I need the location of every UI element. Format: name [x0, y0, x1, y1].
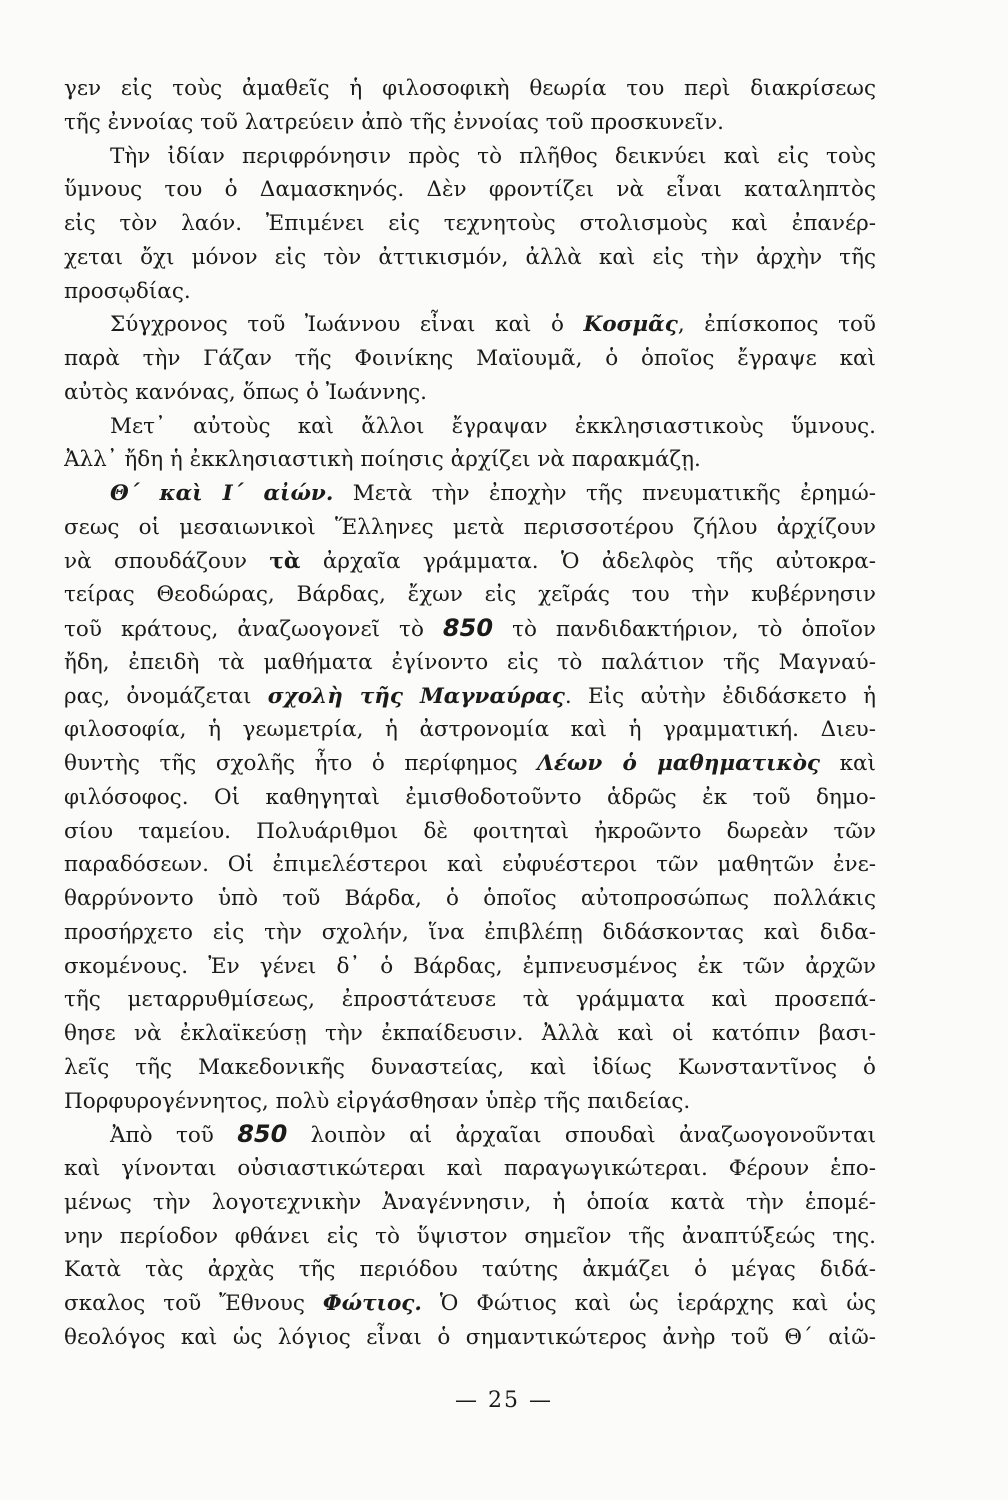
text-line: εἰς τὸν λαόν. Ἐπιμένει εἰς τεχνητοὺς στολισμοὺς καὶ ἐπανέρ-: [64, 211, 876, 236]
text-line: φιλοσοφία, ἡ γεωμετρία, ἡ ἀστρονομία καὶ ἡ γραμματική. Διευ-: [64, 717, 876, 743]
text-line: καὶ γίνονται οὐσιαστικώτεραι καὶ παραγωγικώτεραι. Φέρουν ἑπο-: [64, 1156, 876, 1181]
text-run: . Εἰς αὐτὴν ἐδιδάσκετο ἡ: [564, 683, 876, 709]
text-run: καὶ: [820, 751, 876, 776]
year-number: 850: [237, 1120, 288, 1149]
text-line: Πορφυρογέννητος, πολὺ εἰργάσθησαν ὑπὲρ τῆς παιδείας.: [64, 1088, 691, 1114]
year-number: 850: [442, 614, 494, 642]
text-line: [64, 747, 876, 781]
text-run: , ἐπίσκοπος τοῦ: [677, 312, 876, 338]
text-line: [64, 612, 876, 646]
text-run: λοιπὸν αἱ ἀρχαῖαι σπουδαὶ ἀναζωογονοῦνται: [287, 1123, 876, 1149]
text-run: Ἀπὸ τοῦ: [110, 1123, 238, 1149]
text-line: παραδόσεων. Οἱ ἐπιμελέστεροι καὶ εὐφυέστεροι τῶν μαθητῶν ἐνε-: [64, 852, 876, 878]
page-number: — 25 —: [455, 1388, 553, 1413]
text-line: σίου ταμείου. Πολυάριθμοι δὲ φοιτηταὶ ἠκροῶντο δωρεὰν τῶν: [64, 818, 876, 844]
text-line: [64, 477, 876, 511]
text-run: θυντὴς τῆς σχολῆς ἦτο ὁ περίφημος: [64, 751, 538, 776]
text-line: γεν εἰς τοὺς ἀμαθεῖς ἡ φιλοσοφικὴ θεωρία του περὶ διακρίσεως: [64, 76, 876, 101]
emphasized-term: Θ΄ καὶ Ι΄ αἰών.: [110, 481, 334, 506]
text-line: [64, 1118, 876, 1152]
text-line: [64, 308, 876, 342]
text-line: [64, 545, 876, 579]
text-line: [64, 680, 876, 714]
text-line: παρὰ τὴν Γάζαν τῆς Φοινίκης Μαϊουμᾶ, ὁ ὁποῖος ἔγραψε καὶ: [64, 346, 876, 371]
text-run: Ὁ Φώτιος καὶ ὡς ἱεράρχης καὶ ὡς: [421, 1291, 876, 1316]
text-run: νὰ σπουδάζουν: [64, 548, 270, 574]
text-line: Μετ᾽ αὐτοὺς καὶ ἄλλοι ἔγραψαν ἐκκλησιαστικοὺς ὕμνους.: [110, 413, 876, 439]
text-line: τῆς μεταρρυθμίσεως, ἐπροστάτευσε τὰ γράμματα καὶ προσεπά-: [64, 987, 876, 1013]
emphasized-word: τὰ: [269, 548, 301, 574]
text-line: Κατὰ τὰς ἀρχὰς τῆς περιόδου ταύτης ἀκμάζει ὁ μέγας διδά-: [64, 1257, 876, 1283]
body-text: [64, 72, 876, 1355]
text-run: σκαλος τοῦ Ἔθνους: [64, 1291, 323, 1316]
text-run: τὸ πανδιδακτήριον, τὸ ὁποῖον: [493, 617, 876, 642]
text-line: μένως τὴν λογοτεχνικὴν Ἀναγέννησιν, ἡ ὁποία κατὰ τὴν ἑπομέ-: [64, 1189, 876, 1215]
text-line: Ἀλλ᾽ ἤδη ἡ ἐκκλησιαστικὴ ποίησις ἀρχίζει νὰ παρακμάζῃ.: [64, 447, 701, 473]
text-line: χεται ὄχι μόνον εἰς τὸν ἀττικισμόν, ἀλλὰ καὶ εἰς τὴν ἀρχὴν τῆς: [64, 244, 876, 270]
text-line: λεῖς τῆς Μακεδονικῆς δυναστείας, καὶ ἰδίως Κωνσταντῖνος ὁ: [64, 1054, 876, 1080]
text-line: θησε νὰ ἐκλαϊκεύσῃ τὴν ἐκπαίδευσιν. Ἀλλὰ καὶ οἱ κατόπιν βασι-: [64, 1021, 876, 1046]
text-run: Σύγχρονος τοῦ Ἰωάννου εἶναι καὶ ὁ: [110, 312, 584, 338]
text-run: ἀρχαῖα γράμματα. Ὁ ἀδελφὸς τῆς αὐτοκρα-: [300, 548, 876, 574]
text-line: προσήρχετο εἰς τὴν σχολήν, ἵνα ἐπιβλέπῃ διδάσκοντας καὶ διδα-: [64, 919, 876, 945]
text-line: σκομένους. Ἐν γένει δ᾽ ὁ Βάρδας, ἐμπνευσμένος ἐκ τῶν ἀρχῶν: [64, 953, 876, 979]
emphasized-term: Φώτιος.: [322, 1291, 422, 1316]
text-line: τείρας Θεοδώρας, Βάρδας, ἔχων εἰς χεῖράς του τὴν κυβέρνησιν: [64, 582, 876, 608]
text-line: θαρρύνοντο ὑπὸ τοῦ Βάρδα, ὁ ὁποῖος αὐτοπροσώπως πολλάκις: [64, 886, 876, 911]
text-run: Μετὰ τὴν ἐποχὴν τῆς πνευματικῆς ἐρημώ-: [333, 481, 876, 506]
text-line: Τὴν ἰδίαν περιφρόνησιν πρὸς τὸ πλῆθος δεικνύει καὶ εἰς τοὺς: [110, 143, 876, 169]
text-line: σεως οἱ μεσαιωνικοὶ Ἕλληνες μετὰ περισσοτέρου ζήλου ἀρχίζουν: [64, 514, 876, 540]
text-run: τοῦ κράτους, ἀναζωογονεῖ τὸ: [64, 617, 443, 642]
text-line: νην περίοδον φθάνει εἰς τὸ ὕψιστον σημεῖον τῆς ἀναπτύξεώς της.: [64, 1223, 876, 1249]
emphasized-term: Κοσμᾶς: [583, 312, 678, 338]
text-line: τῆς ἐννοίας τοῦ λατρεύειν ἀπὸ τῆς ἐννοίας τοῦ προσκυνεῖν.: [64, 109, 724, 135]
text-line: θεολόγος καὶ ὡς λόγιος εἶναι ὁ σημαντικώτερος ἀνὴρ τοῦ Θ΄ αἰῶ-: [64, 1324, 876, 1350]
text-line: αὐτὸς κανόνας, ὅπως ὁ Ἰωάννης.: [64, 379, 427, 405]
text-line: προσῳδίας.: [64, 278, 191, 304]
text-line: [64, 1287, 876, 1321]
text-line: ἤδη, ἐπειδὴ τὰ μαθήματα ἐγίνοντο εἰς τὸ παλάτιον τῆς Μαγναύ-: [64, 649, 876, 675]
emphasized-term: Λέων ὁ μαθηματικὸς: [537, 751, 821, 776]
emphasized-term: σχολὴ τῆς Μαγναύρας: [267, 683, 565, 709]
text-run: ρας, ὀνομάζεται: [64, 683, 268, 709]
text-line: φιλόσοφος. Οἱ καθηγηταὶ ἐμισθοδοτοῦντο ἁδρῶς ἐκ τοῦ δημο-: [64, 784, 876, 810]
text-line: ὕμνους του ὁ Δαμασκηνός. Δὲν φροντίζει νὰ εἶναι καταληπτὸς: [64, 177, 876, 203]
